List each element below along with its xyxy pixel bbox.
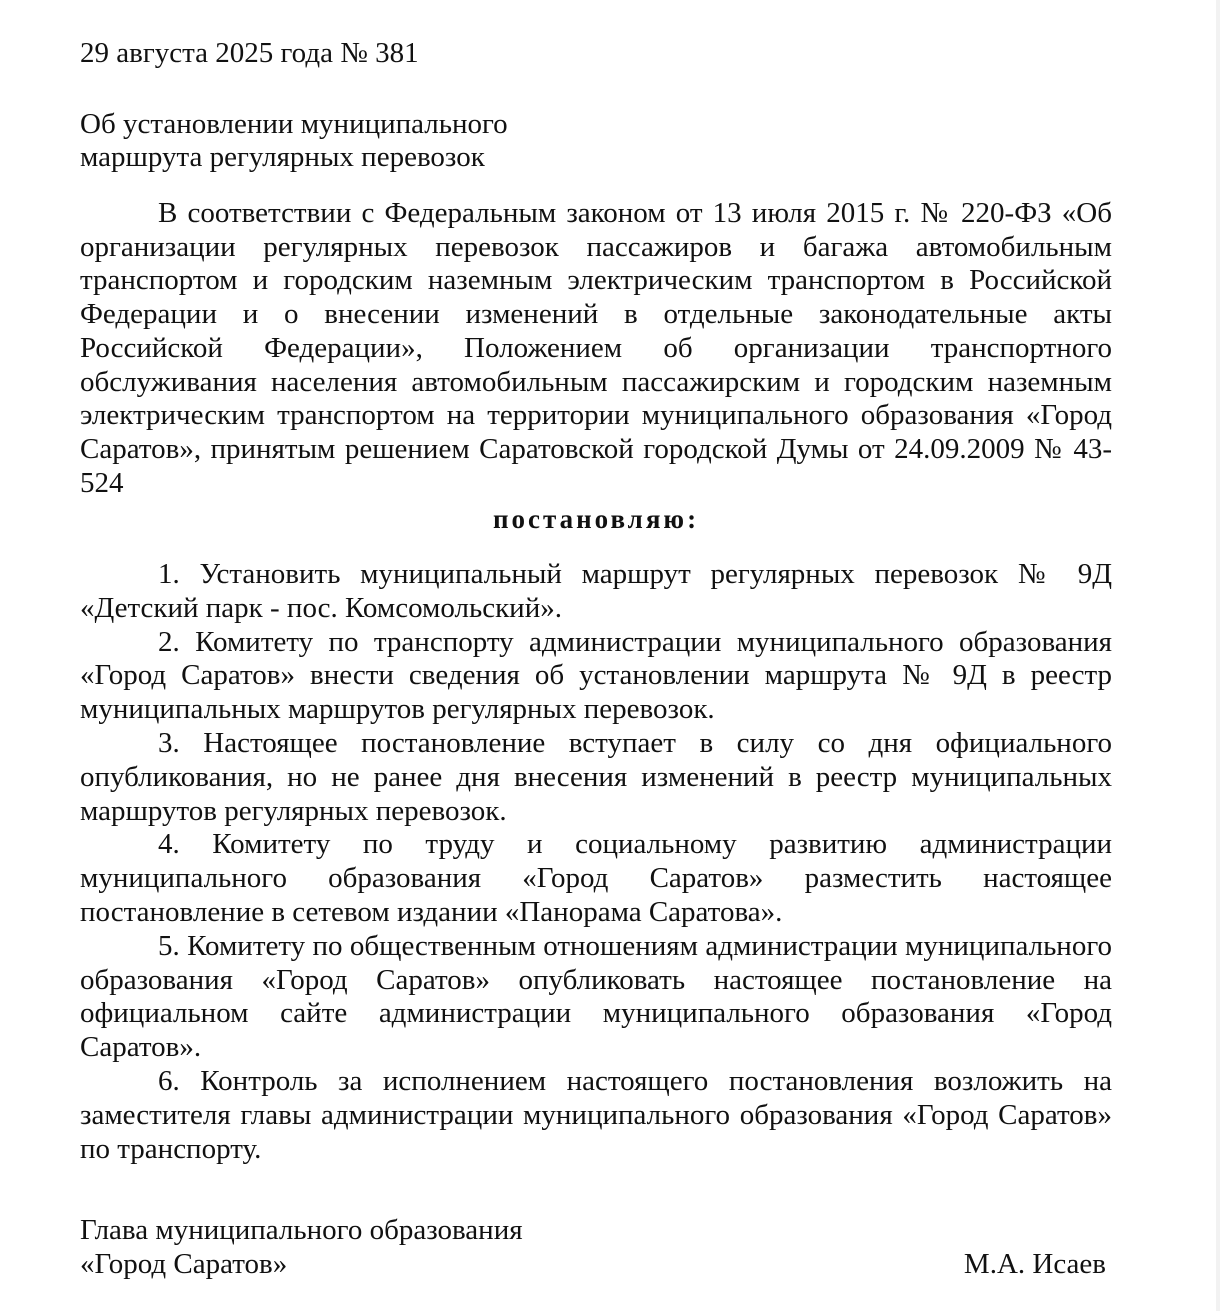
- decree-item-5: 5. Комитету по общественным отношениям администрации муниципального образования «Город Саратов» опубликовать настоящее постановление на официальном сайте администрации муниципального образования «Город Саратов».: [80, 929, 1112, 1064]
- decree-item-1: 1. Установить муниципальный маршрут регулярных перевозок № 9Д «Детский парк - пос. Комсомольский».: [80, 558, 1112, 624]
- page-edge-divider: [1216, 0, 1220, 1311]
- decree-item-6: 6. Контроль за исполнением настоящего постановления возложить на заместителя главы администрации муниципального образования «Город Саратов» по транспорту.: [80, 1064, 1112, 1165]
- document-date-number: 29 августа 2025 года № 381: [80, 37, 419, 69]
- document-title-line-2: маршрута регулярных перевозок: [80, 141, 485, 173]
- decree-items-list: [80, 558, 1112, 1166]
- signature-position-line-2: «Город Саратов»: [80, 1248, 288, 1280]
- signature-row: [80, 1247, 1110, 1281]
- decree-item-2: 2. Комитету по транспорту администрации муниципального образования «Город Саратов» внести сведения об установлении маршрута № 9Д в реестр муниципальных маршрутов регулярных перевозок.: [80, 625, 1112, 726]
- document-preamble: В соответствии с Федеральным законом от 13 июля 2015 г. № 220-ФЗ «Об организации регулярных перевозок пассажиров и багажа автомобильным транспортом и городским наземным электрическим транспортом в Российской Федерации и о внесении изменений в отдельные законодательные акты Российской Федерации», Положением об организации транспортного обслуживания населения автомобильным пассажирским и городским наземным электрическим транспортом на территории муниципального образования «Город Саратов», принятым решением Саратовской городской Думы от 24.09.2009 № 43-524: [80, 197, 1112, 499]
- document-title-line-1: Об установлении муниципального: [80, 108, 508, 140]
- signature-position-line-1: Глава муниципального образования: [80, 1214, 523, 1246]
- decree-word: постановляю:: [492, 504, 700, 534]
- decree-item-3: 3. Настоящее постановление вступает в силу со дня официального опубликования, но не ранее дня внесения изменений в реестр муниципальных маршрутов регулярных перевозок.: [80, 726, 1112, 827]
- signatory-name: М.А. Исаев: [963, 1248, 1106, 1280]
- document-title: [80, 108, 508, 174]
- decree-item-4: 4. Комитету по труду и социальному развитию администрации муниципального образования «Город Саратов» разместить настоящее постановление в сетевом издании «Панорама Саратова».: [80, 828, 1112, 928]
- signature-block: [80, 1213, 1110, 1281]
